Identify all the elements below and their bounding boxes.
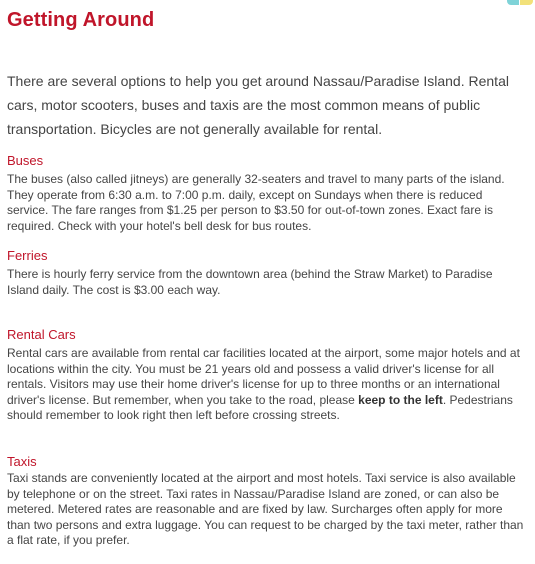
keep-left-emphasis: keep to the left [358,392,443,407]
section-heading-buses: Buses [7,153,44,168]
section-heading-ferries: Ferries [7,248,48,263]
section-ferries [7,248,527,298]
rental-text-start: Rental cars are available from rental car facilities located at the airport, some major hotels and at locations within the city. You must be 21 years old and possess a valid driver's license for all rentals. Visitors may use their home driver's license for up to three months or an international driver's license. But remember, when you take to the road, please [7,346,520,407]
section-body-taxis: Taxi stands are conveniently located at the airport and most hotels. Taxi service is also available by telephone or on the street. Taxi rates in Nassau/Paradise Island are zoned, or can also be metered. Metered rates are reasonable and are fixed by law. Surcharges often apply for more than two persons and extra luggage. You can request to be charged by the taxi meter, rather than a flat rate, if you prefer. [7,471,524,547]
intro-paragraph: There are several options to help you get around Nassau/Paradise Island. Rental cars, motor scooters, buses and taxis are the most common means of public transportation. Bicycles are not generally available for rental. [7,73,509,137]
section-heading-rental-cars: Rental Cars [7,327,76,342]
section-heading-taxis: Taxis [7,454,37,469]
section-body-rental-cars [7,346,527,424]
article [7,0,529,547]
section-buses [7,153,527,234]
section-taxis [7,454,527,549]
section-body-buses: The buses (also called jitneys) are generally 32-seaters and travel to many parts of the island. They operate from 6:30 a.m. to 7:00 p.m. daily, except on Sundays when there is reduced service. The fare ranges from $1.25 per person to $3.50 for out-of-town zones. Exact fare is required. Check with your hotel's bell desk for bus routes. [7,172,505,233]
page-title: Getting Around [7,9,155,31]
section-rental-cars [7,327,527,424]
section-body-ferries: There is hourly ferry service from the downtown area (behind the Straw Market) to Paradise Island daily. The cost is $3.00 each way. [7,267,493,297]
rental-text-end: . Pedestrians should remember to look right then left before crossing streets. [7,392,513,422]
